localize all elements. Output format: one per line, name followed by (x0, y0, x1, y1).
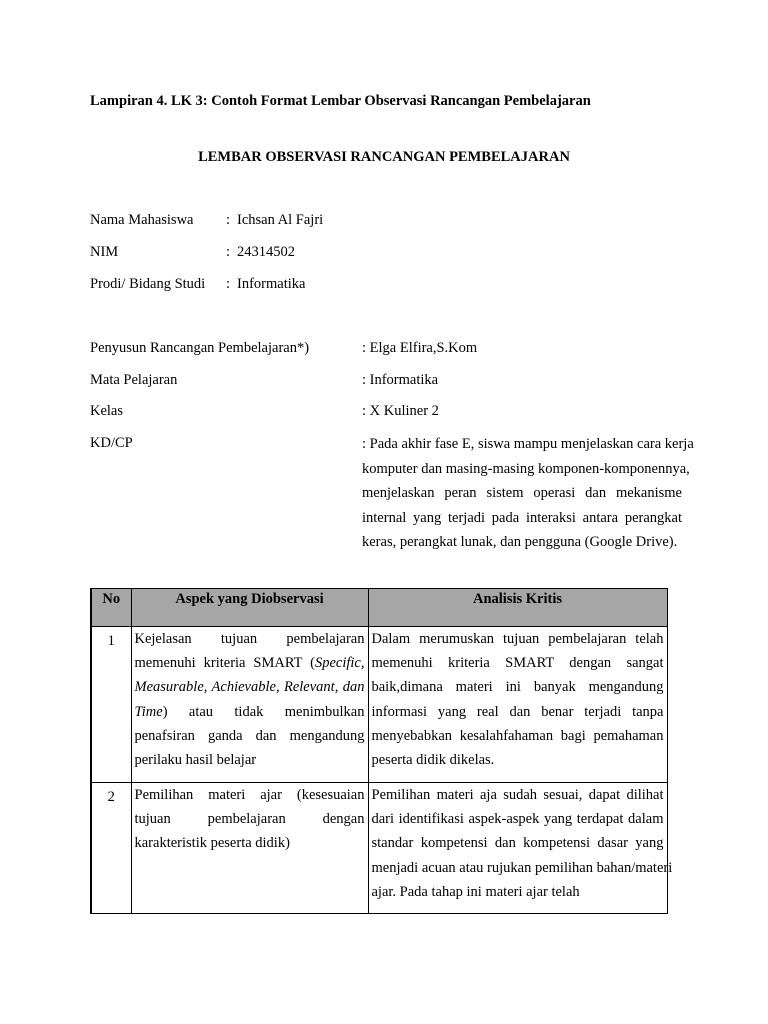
aspect-line: penafsiran ganda dan mengandung (134, 727, 365, 744)
plan-author-value: : Elga Elfira,S.Kom (362, 340, 478, 356)
analysis-line: Pemilihan materi aja sudah sesuai, dapat dilihat (371, 787, 664, 803)
study-program-label: Prodi/ Bidang Studi (90, 276, 206, 292)
table-row (91, 627, 667, 783)
study-program-colon: : (226, 276, 231, 292)
analysis-line: baik,dimana materi ini banyak mengandung (371, 679, 664, 696)
row-number: 2 (91, 783, 131, 914)
document-title: LEMBAR OBSERVASI RANCANGAN PEMBELAJARAN (198, 149, 570, 165)
study-program-value: Informatika (237, 276, 306, 292)
kdcp-line: komputer dan masing-masing komponen-komponennya, (362, 460, 690, 477)
nim-label: NIM (90, 244, 119, 260)
observation-table (90, 588, 673, 914)
analysis-line: memenuhi kriteria SMART dengan sangat (371, 655, 664, 672)
header-analysis: Analisis Kritis (368, 589, 667, 627)
plan-author-label: Penyusun Rancangan Pembelajaran*) (90, 340, 310, 356)
aspect-line: tujuan pembelajaran dengan (134, 811, 365, 828)
analysis-cell (368, 783, 673, 914)
aspect-line: karakteristik peserta didik) (134, 835, 290, 852)
analysis-line: menyebabkan kesalahfahaman bagi pemahaman (371, 727, 664, 744)
kdcp-line: keras, perangkat lunak, dan pengguna (Google Drive). (362, 534, 678, 550)
analysis-line: peserta didik dikelas. (371, 752, 495, 769)
table-row (91, 783, 667, 914)
aspect-line: Measurable, Achievable, Relevant, dan (134, 679, 365, 696)
kdcp-label: KD/CP (90, 435, 133, 451)
nim-colon: : (226, 244, 231, 260)
student-name-value: Ichsan Al Fajri (237, 212, 324, 228)
subject-value: : Informatika (362, 372, 439, 388)
analysis-line: menjadi acuan atau rujukan pemilihan bahan/materi (371, 859, 673, 876)
class-label: Kelas (90, 403, 124, 419)
student-name-label: Nama Mahasiswa (90, 212, 194, 228)
table-header-row (91, 589, 667, 627)
analysis-line: dari identifikasi aspek-aspek yang terdapat dalam (371, 811, 664, 828)
aspect-line: Kejelasan tujuan pembelajaran (134, 631, 365, 647)
row-number: 1 (91, 627, 131, 783)
analysis-line: standar kompetensi dan kompetensi dasar yang (371, 835, 664, 852)
analysis-cell (368, 627, 667, 783)
kdcp-line: internal yang terjadi pada interaksi antara perangkat (362, 509, 682, 526)
student-name-colon: : (226, 212, 231, 228)
analysis-line: informasi yang real dan benar terjadi tanpa (371, 703, 664, 720)
class-value: : X Kuliner 2 (362, 403, 439, 419)
header-aspect: Aspek yang Diobservasi (131, 589, 368, 627)
aspect-cell (131, 783, 368, 914)
aspect-line: memenuhi kriteria SMART (Specific, (134, 655, 365, 672)
aspect-line: Time) atau tidak menimbulkan (134, 703, 365, 720)
appendix-heading: Lampiran 4. LK 3: Contoh Format Lembar Observasi Rancangan Pembelajaran (90, 93, 591, 109)
header-no: No (91, 589, 131, 627)
analysis-line: ajar. Pada tahap ini materi ajar telah (371, 883, 580, 900)
aspect-line: perilaku hasil belajar (134, 752, 257, 769)
kdcp-line: : Pada akhir fase E, siswa mampu menjelaskan cara kerja (362, 436, 694, 452)
nim-value: 24314502 (237, 244, 295, 260)
subject-label: Mata Pelajaran (90, 372, 178, 388)
aspect-line: Pemilihan materi ajar (kesesuaian (134, 787, 365, 803)
analysis-line: Dalam merumuskan tujuan pembelajaran telah (371, 631, 664, 647)
kdcp-value (362, 432, 694, 555)
kdcp-line: menjelaskan peran sistem operasi dan mekanisme (362, 485, 682, 501)
aspect-cell (131, 627, 368, 783)
